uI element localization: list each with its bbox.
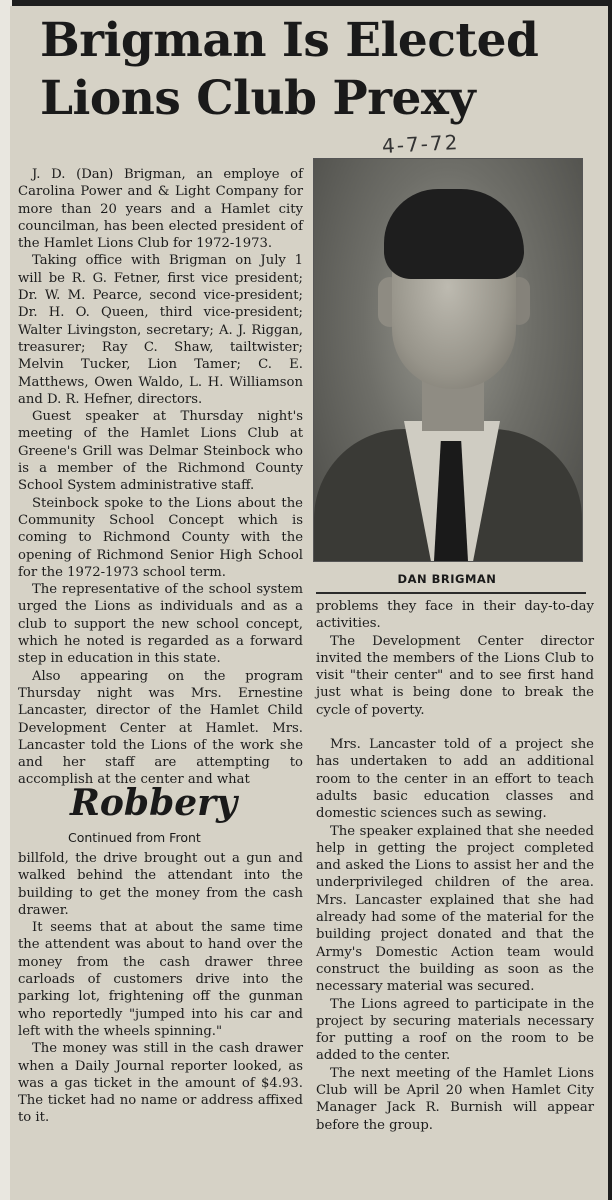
portrait-photo	[313, 158, 583, 562]
article-left-column	[18, 166, 303, 789]
headline	[40, 12, 570, 128]
article-right-column	[316, 598, 594, 1134]
paragraph: Mrs. Lancaster told of a project she has undertaken to add an additional room to the center in an effort to teach adults basic education classes and domestic sciences such as sewing.	[316, 737, 594, 822]
paragraph: The Lions agreed to participate in the project by securing materials necessary for putting a roof on the room to be added to the center.	[316, 996, 594, 1064]
handwritten-date: 4-7-72	[381, 129, 460, 159]
photo-caption: DAN BRIGMAN	[397, 572, 497, 586]
photo-hair	[384, 189, 524, 279]
jump-headline: Robbery	[70, 782, 238, 824]
caption-rule	[316, 592, 586, 594]
paragraph: J. D. (Dan) Brigman, an employe of Carolina Power and & Light Company for more than 20 years and a Hamlet city councilman, has been elected president of the Hamlet Lions Club for 1972-1973.	[18, 167, 303, 252]
paragraph: problems they face in their day-to-day activities.	[316, 599, 594, 632]
headline-line-1: Brigman Is Elected	[40, 13, 539, 68]
paragraph: Taking office with Brigman on July 1 will be R. G. Fetner, first vice president; Dr. W. M. Pearce, second vice-president; Dr. H. O. Queen, third vice-president; Walter Livingston, secretary; A. J. Riggan, treasurer; Ray C. Shaw, tailtwister; Melvin Tucker, Lion Tamer; C. E. Matthews, Owen Waldo, L. H. Williamson and D. R. Hefner, directors.	[18, 253, 303, 407]
paragraph: Steinbock spoke to the Lions about the Community School Concept which is coming to Richmond County with the opening of Richmond Senior High School for the 1972-1973 school term.	[18, 495, 303, 580]
jump-column	[18, 850, 303, 1127]
paragraph: billfold, the drive brought out a gun and walked behind the attendant into the building to get the money from the cash drawer.	[18, 851, 303, 918]
paragraph: Also appearing on the program Thursday night was Mrs. Ernestine Lancaster, director of the Hamlet Child Development Center at Hamlet. Mrs. Lancaster told the Lions of the work she and her staff are attempting to accomplish at the center and what	[18, 668, 303, 788]
paragraph: The speaker explained that she needed help in getting the project completed and asked the Lions to assist her and the underprivileged children of the area. Mrs. Lancaster explained that she had already had some of the material for the building project donated and that the Army's Domestic Action team would construct the building as soon as the necessary material was secured.	[316, 823, 594, 995]
paragraph: The money was still in the cash drawer when a Daily Journal reporter looked, as was a gas ticket in the amount of $4.93. The ticket had no name or address affixed to it.	[18, 1041, 303, 1126]
headline-line-2: Lions Club Prexy	[40, 71, 476, 126]
paragraph: The Development Center director invited the members of the Lions Club to visit "their center" and to see first hand just what is being done to break the cycle of poverty.	[316, 633, 594, 718]
paragraph: The representative of the school system urged the Lions as individuals and as a club to support the new school concept, which he noted is regarded as a forward step in education in this state.	[18, 582, 303, 667]
jump-subhead: Continued from Front	[68, 830, 201, 845]
paragraph: Guest speaker at Thursday night's meeting of the Hamlet Lions Club at Greene's Grill was Delmar Steinbock who is a member of the Richmond County School System administrative staff.	[18, 409, 303, 494]
paragraph: The next meeting of the Hamlet Lions Club will be April 20 when Hamlet City Manager Jack R. Burnish will appear before the group.	[316, 1065, 594, 1133]
paragraph: It seems that at about the same time the attendent was about to hand over the money from the cash drawer three carloads of customers drive into the parking lot, frightening off the gunman who reportedly "jumped into his car and left with the wheels spinning."	[18, 920, 303, 1039]
